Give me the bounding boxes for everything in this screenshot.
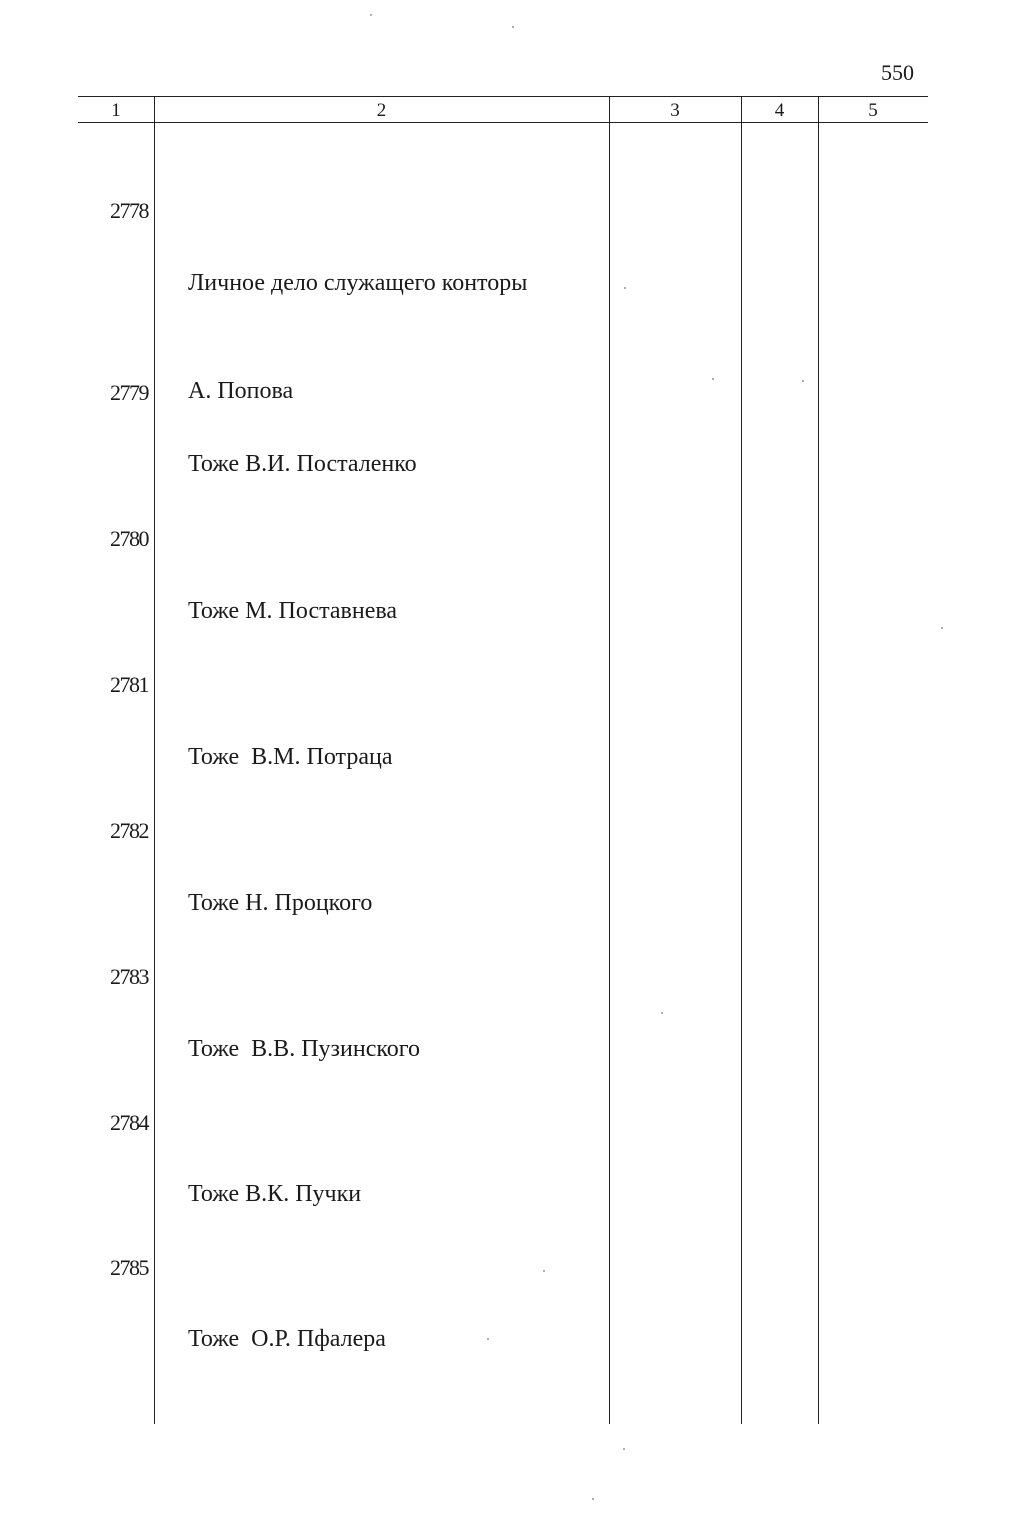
entry-number: 2778 (110, 198, 148, 223)
entry-description-line: Личное дело служащего конторы (188, 270, 528, 296)
table-header-top-rule (78, 96, 928, 97)
scan-speck (624, 287, 626, 289)
page-number: 550 (881, 60, 914, 85)
column-rule-3 (741, 96, 742, 1424)
column-header-3: 3 (670, 100, 680, 121)
scan-speck (941, 627, 943, 629)
scan-speck (592, 1498, 594, 1500)
entry-description-line: Тоже В.И. Посталенко (188, 451, 417, 477)
column-rule-4 (818, 96, 819, 1424)
entry-description (188, 1249, 588, 1429)
scan-speck (512, 26, 514, 28)
entry-number: 2781 (110, 672, 148, 697)
entry-description-line: Тоже В.К. Пучки (188, 1181, 362, 1207)
entry-description-line: Тоже О.Р. Пфалера (188, 1326, 386, 1352)
column-rule-1 (154, 96, 155, 1424)
table-header-bottom-rule (78, 122, 928, 123)
column-rule-2 (609, 96, 610, 1424)
scan-speck (661, 1012, 663, 1014)
scan-speck (370, 14, 372, 16)
scan-speck (623, 1448, 625, 1450)
entry-number: 2782 (110, 818, 148, 843)
entry-number: 2783 (110, 964, 148, 989)
entry-description-line: Тоже М. Поставнева (188, 598, 398, 624)
entry-number: 2779 (110, 380, 148, 405)
entry-description-line: Тоже В.В. Пузинского (188, 1036, 421, 1062)
scan-speck (802, 380, 804, 382)
entry-number: 2780 (110, 526, 148, 551)
entry-description-line: Тоже Н. Процкого (188, 890, 373, 916)
entry-description-line: А. Попова (188, 378, 294, 404)
column-header-1: 1 (111, 100, 121, 121)
entry-number: 2785 (110, 1255, 148, 1280)
column-header-4: 4 (774, 100, 785, 121)
entry-description-line: Тоже В.М. Потраца (188, 744, 393, 770)
scan-speck (712, 378, 714, 380)
scan-speck (543, 1270, 545, 1272)
scan-speck (487, 1338, 489, 1340)
column-header-5: 5 (868, 100, 878, 121)
entry-number: 2784 (110, 1110, 148, 1135)
column-header-2: 2 (376, 100, 387, 121)
